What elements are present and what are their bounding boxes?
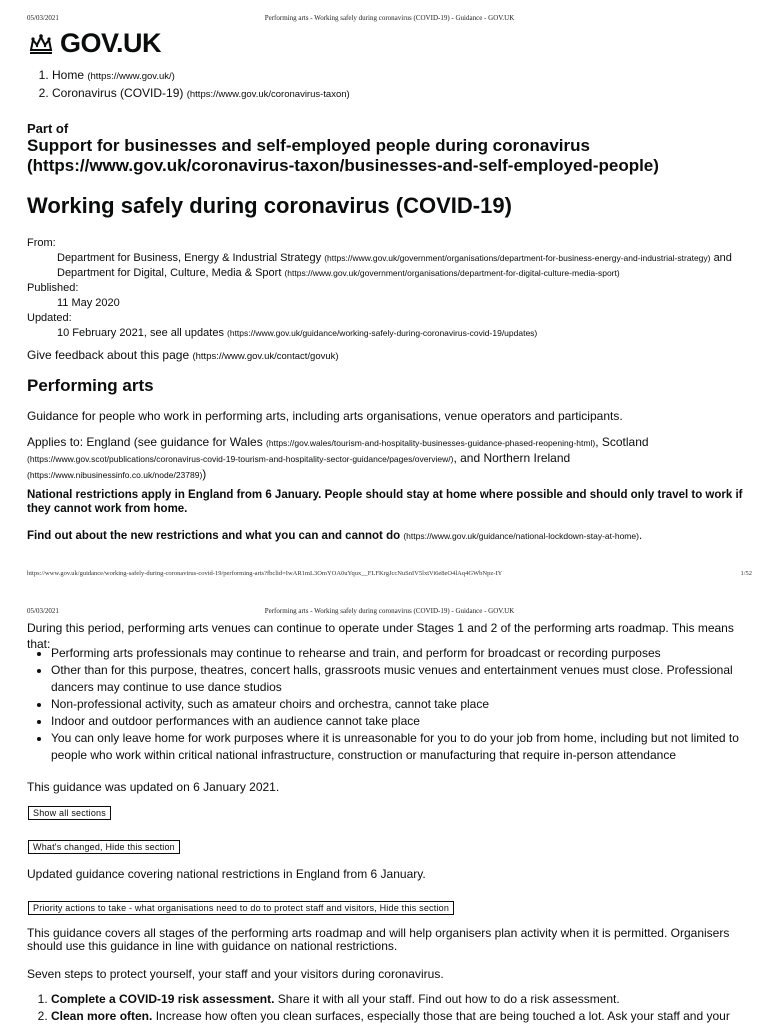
print-date: 05/03/2021 <box>27 607 59 615</box>
list-item: • Performing arts professionals may continue to rehearse and train, and perform for broadcast or recording purposes <box>51 645 748 662</box>
page-number: 1/52 <box>740 570 752 577</box>
part-of <box>27 121 659 176</box>
ni-link[interactable]: (https://www.nibusinessinfo.co.uk/node/23789) <box>27 470 203 480</box>
breadcrumb-home[interactable] <box>52 67 350 85</box>
org-link-beis[interactable]: Department for Business, Energy & Industrial Strategy <box>57 252 322 264</box>
page-title: Working safely during coronavirus (COVID-19) <box>27 193 512 218</box>
breadcrumb <box>38 67 350 103</box>
lede: Guidance for people who work in performing arts, including arts organisations, venue operators and participants. <box>27 409 623 423</box>
list-item: • You can only leave home for work purposes where it is unreasonable for you to do your job from home, including but not limited to people who work within critical national infrastructure, construction or manufacturing that require in-person attendance <box>51 730 748 764</box>
metadata <box>27 236 748 341</box>
published-value: 11 May 2020 <box>57 297 120 309</box>
feedback-url: (https://www.gov.uk/contact/govuk) <box>192 351 339 362</box>
org-url: (https://www.gov.uk/government/organisations/department-for-digital-culture-media-sport) <box>284 268 620 278</box>
part-of-link[interactable]: Support for businesses and self-employed people during coronavirus (https://www.gov.uk/coronavirus-taxon/businesses-and-self-employed-people) <box>27 136 659 175</box>
breadcrumb-coronavirus[interactable] <box>52 85 350 103</box>
steps-list <box>27 991 748 1025</box>
priority-text: This guidance covers all stages of the performing arts roadmap and will help organisers plan activity when it is permitted. Organisers should use this guidance in line with guidance on national restrictions. <box>27 926 730 953</box>
scotland-link[interactable]: (https://www.gov.scot/publications/coronavirus-covid-19-tourism-and-hospitality-sector-guidance/pages/overview/) <box>27 454 454 464</box>
breadcrumb-label[interactable]: Coronavirus (COVID-19) <box>52 86 184 100</box>
print-footer <box>27 570 752 577</box>
updated-note: This guidance was updated on 6 January 2021. <box>27 780 280 794</box>
breadcrumb-url: (https://www.gov.uk/) <box>87 71 175 82</box>
org-link-dcms[interactable]: Department for Digital, Culture, Media & Sport <box>57 267 282 279</box>
print-date: 05/03/2021 <box>27 14 59 22</box>
seven-steps-intro: Seven steps to protect yourself, your staff and your visitors during coronavirus. <box>27 967 444 981</box>
part-of-label: Part of <box>27 121 69 136</box>
intro-paragraph: During this period, performing arts venues can continue to operate under Stages 1 and 2 of the performing arts roadmap. This means that: <box>27 621 734 651</box>
print-title: Performing arts - Working safely during coronavirus (COVID-19) - Guidance - GOV.UK <box>264 607 515 615</box>
list-item: • Other than for this purpose, theatres, concert halls, grassroots music venues and entertainment venues must close. Professional dancers may continue to use dance studios <box>51 662 748 696</box>
breadcrumb-label[interactable]: Home <box>52 68 85 82</box>
org-url: (https://www.gov.uk/government/organisations/department-for-business-energy-and-industrial-strategy) <box>324 253 711 263</box>
see-all-updates-link[interactable]: 10 February 2021, see all updates <box>57 327 224 339</box>
govuk-logo[interactable] <box>27 28 161 59</box>
show-all-sections-button[interactable]: Show all sections <box>28 806 111 820</box>
applies-to: Applies to: England (see guidance for Wales (https://gov.wales/tourism-and-hospitality-businesses-guidance-phased-reopening-html), Scotland (https://www.gov.scot/publications/coronavirus-covid-19-tourism-and-hospitality-sector-guidance/pages/overview/), and Northern Ireland (https://www.nibusinessinfo.co.uk/node/23789)) <box>27 435 649 481</box>
print-header <box>27 14 752 26</box>
step-item: 2. Clean more often. Increase how often you clean surfaces, especially those that are being touched a lot. Ask your staff and your <box>51 1008 748 1025</box>
wales-link[interactable]: (https://gov.wales/tourism-and-hospitality-businesses-guidance-phased-reopening-html) <box>266 438 596 448</box>
bullet-list <box>27 645 748 764</box>
print-header-2 <box>27 607 752 619</box>
breadcrumb-url: (https://www.gov.uk/coronavirus-taxon) <box>186 89 350 100</box>
published-label: Published: <box>27 282 79 294</box>
updated-label: Updated: <box>27 312 72 324</box>
updated-value <box>57 326 748 341</box>
brand-name: GOV.UK <box>60 28 162 58</box>
from-value <box>57 251 748 281</box>
list-item: • Indoor and outdoor performances with an audience cannot take place <box>51 713 748 730</box>
and-text: and <box>713 252 732 264</box>
section-title: Performing arts <box>27 376 154 395</box>
list-item: • Non-professional activity, such as amateur choirs and orchestra, cannot take place <box>51 696 748 713</box>
whats-changed-toggle[interactable]: What's changed, Hide this section <box>28 840 180 854</box>
from-label: From: <box>27 237 56 249</box>
print-title: Performing arts - Working safely during coronavirus (COVID-19) - Guidance - GOV.UK <box>264 14 515 22</box>
find-out-link[interactable]: Find out about the new restrictions and what you can and cannot do (https://www.gov.uk/guidance/national-lockdown-stay-at-home). <box>27 530 643 542</box>
restrictions-notice: National restrictions apply in England from 6 January. People should stay at home where possible and should only travel to work if they cannot work from home. <box>27 489 743 515</box>
find-out-url: (https://www.gov.uk/guidance/national-lockdown-stay-at-home) <box>403 531 639 541</box>
feedback-link[interactable]: Give feedback about this page (https://www.gov.uk/contact/govuk) <box>27 348 339 362</box>
updates-url: (https://www.gov.uk/guidance/working-safely-during-coronavirus-covid-19/updates) <box>227 328 538 338</box>
step-item: 1. Complete a COVID-19 risk assessment. Share it with all your staff. Find out how to do a risk assessment. <box>51 991 748 1008</box>
crown-icon <box>27 32 55 56</box>
priority-actions-toggle[interactable]: Priority actions to take - what organisations need to do to protect staff and visitors, Hide this section <box>28 901 454 915</box>
whats-changed-text: Updated guidance covering national restrictions in England from 6 January. <box>27 867 426 881</box>
print-url: https://www.gov.uk/guidance/working-safely-during-coronavirus-covid-19/performing-arts?fbclid=IwAR1mL3OmYOA0uYqux__FLFKrgJccNuSnIV5lxtVi6e8eO4lAq4GWbNpz-IY <box>27 570 503 577</box>
